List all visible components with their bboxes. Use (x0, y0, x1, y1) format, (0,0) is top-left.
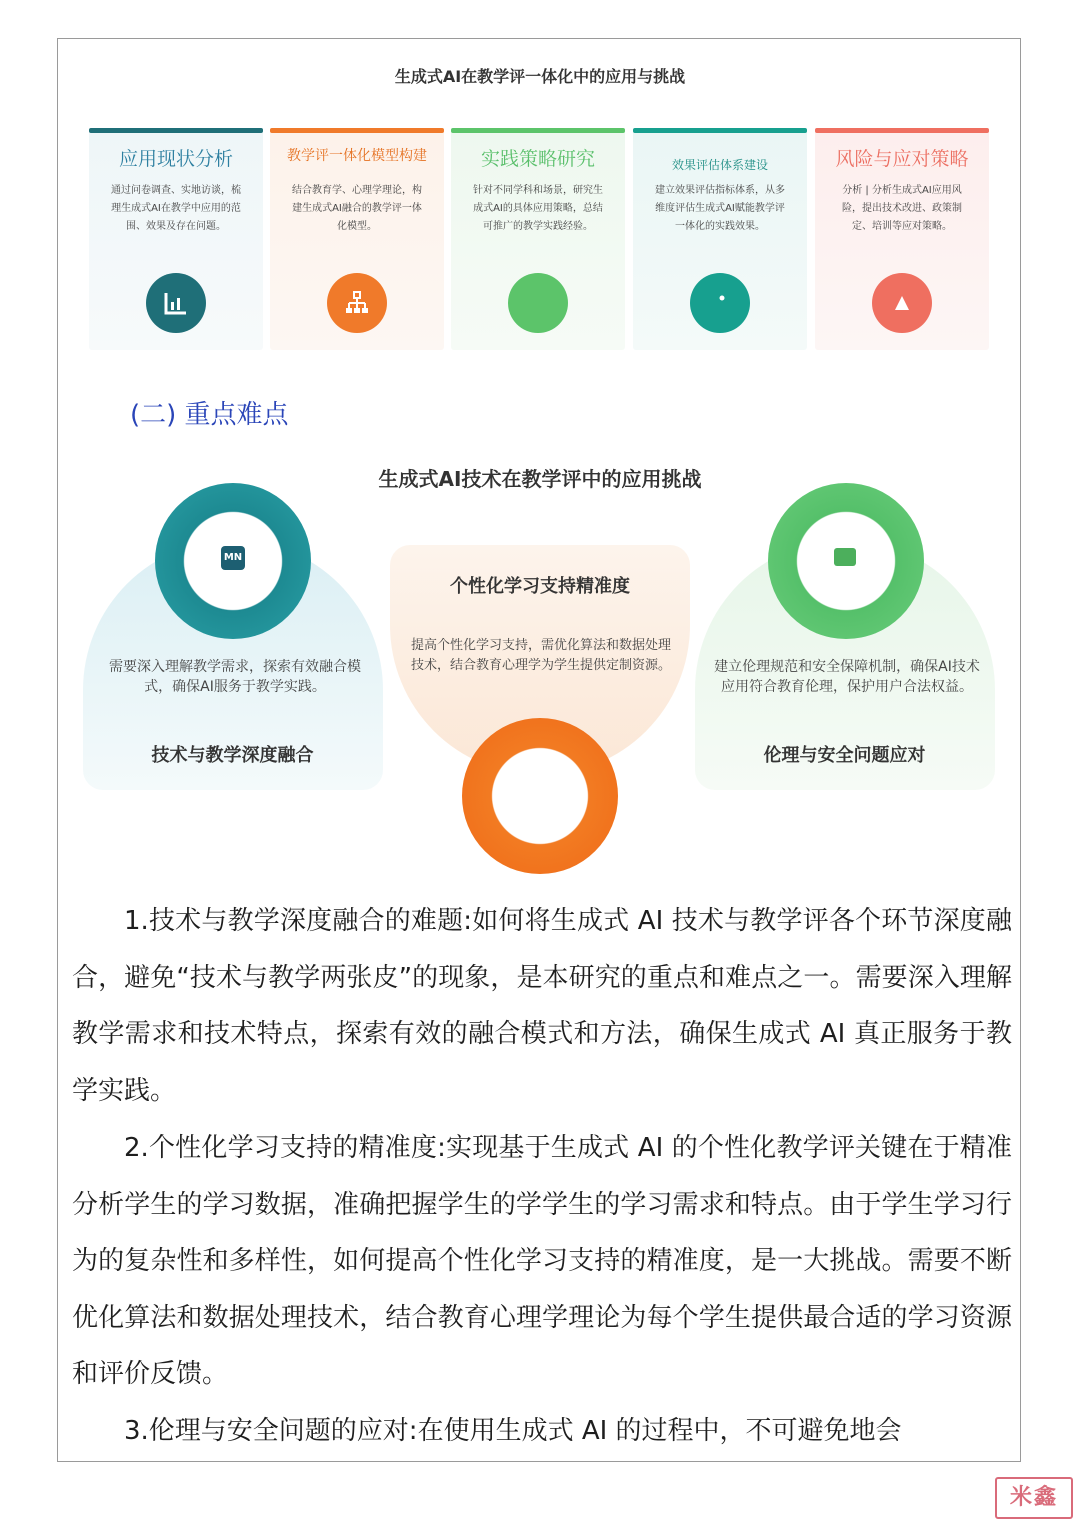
card-practice-strategy (451, 128, 625, 350)
card-title: 风险与应对策略 (835, 148, 969, 170)
card-body: 建立效果评估指标体系，从多维度评估生成式AI赋能教学评一体化的实践效果。 (655, 185, 785, 232)
card-title: 实践策略研究 (480, 148, 595, 170)
card-title: 应用现状分析 (118, 148, 233, 170)
circle-icon (508, 273, 568, 333)
right-panel-label: 伦理与安全问题应对 (763, 745, 926, 766)
card-body: 针对不同学科和场景，研究生成式AI的具体应用策略，总结可推广的教学实践经验。 (473, 185, 603, 232)
chat-icon (834, 548, 856, 566)
mn-icon: MN (221, 546, 245, 570)
center-panel-heading: 个性化学习支持精准度 (450, 576, 630, 597)
left-panel-label: 技术与教学深度融合 (151, 745, 314, 766)
left-panel-text: 需要深入理解教学需求，探索有效融合模式，确保AI服务于教学实践。 (109, 659, 361, 695)
center-ring (462, 718, 618, 874)
figure1-title: 生成式AI在教学评一体化中的应用与挑战 (394, 67, 686, 86)
card-risk-strategy (815, 128, 989, 350)
card-status-analysis (89, 128, 263, 350)
watermark-stamp: 米鑫 (995, 1477, 1073, 1519)
bar-chart-icon (146, 273, 206, 333)
paragraph-2: 2.个性化学习支持的精准度:实现基于生成式 AI 的个性化教学评关键在于精准分析学生的学习数据，准确把握学生的学学生的学习需求和特点。由于学生学习行为的复杂性和多样性，如何提高个性化学习支持的精准度，是一大挑战。需要不断优化算法和数据处理技术，结合教育心理学理论为每个学生提供最合适的学习资源和评价反馈。 (72, 1133, 1012, 1390)
hierarchy-icon (327, 273, 387, 333)
card-body: 结合教育学、心理学理论，构建生成式AI融合的教学评一体化模型。 (292, 185, 422, 232)
dot-icon (690, 273, 750, 333)
card-evaluation-system (633, 128, 807, 350)
card-body: 分析 | 分析生成式AI应用风险，提出技术改进、政策制定、培训等应对策略。 (842, 185, 962, 232)
card-body: 通过问卷调查、实地访谈，梳理生成式AI在教学中应用的范围、效果及存在问题。 (111, 185, 241, 232)
paragraph-1: 1.技术与教学深度融合的难题:如何将生成式 AI 技术与教学评各个环节深度融合，避免“技术与教学两张皮”的现象，是本研究的重点和难点之一。需要深入理解教学需求和技术特点，探索有效的融合模式和方法，确保生成式 AI 真正服务于教学实践。 (72, 906, 1012, 1106)
card-title: 效果评估体系建设 (671, 158, 768, 172)
right-panel-text: 建立伦理规范和安全保障机制，确保AI技术应用符合教育伦理，保护用户合法权益。 (714, 659, 980, 695)
paragraph-3: 3.伦理与安全问题的应对:在使用生成式 AI 的过程中，不可避免地会 (124, 1416, 902, 1446)
center-panel-text: 提高个性化学习支持，需优化算法和数据处理技术，结合教育心理学为学生提供定制资源。 (410, 638, 671, 673)
figure2-title: 生成式AI技术在教学评中的应用挑战 (378, 467, 702, 491)
card-model-construction (270, 128, 444, 350)
card-title: 教学评一体化模型构建 (287, 148, 427, 164)
triangle-icon (872, 273, 932, 333)
section-heading: (二) 重点难点 (130, 400, 289, 430)
